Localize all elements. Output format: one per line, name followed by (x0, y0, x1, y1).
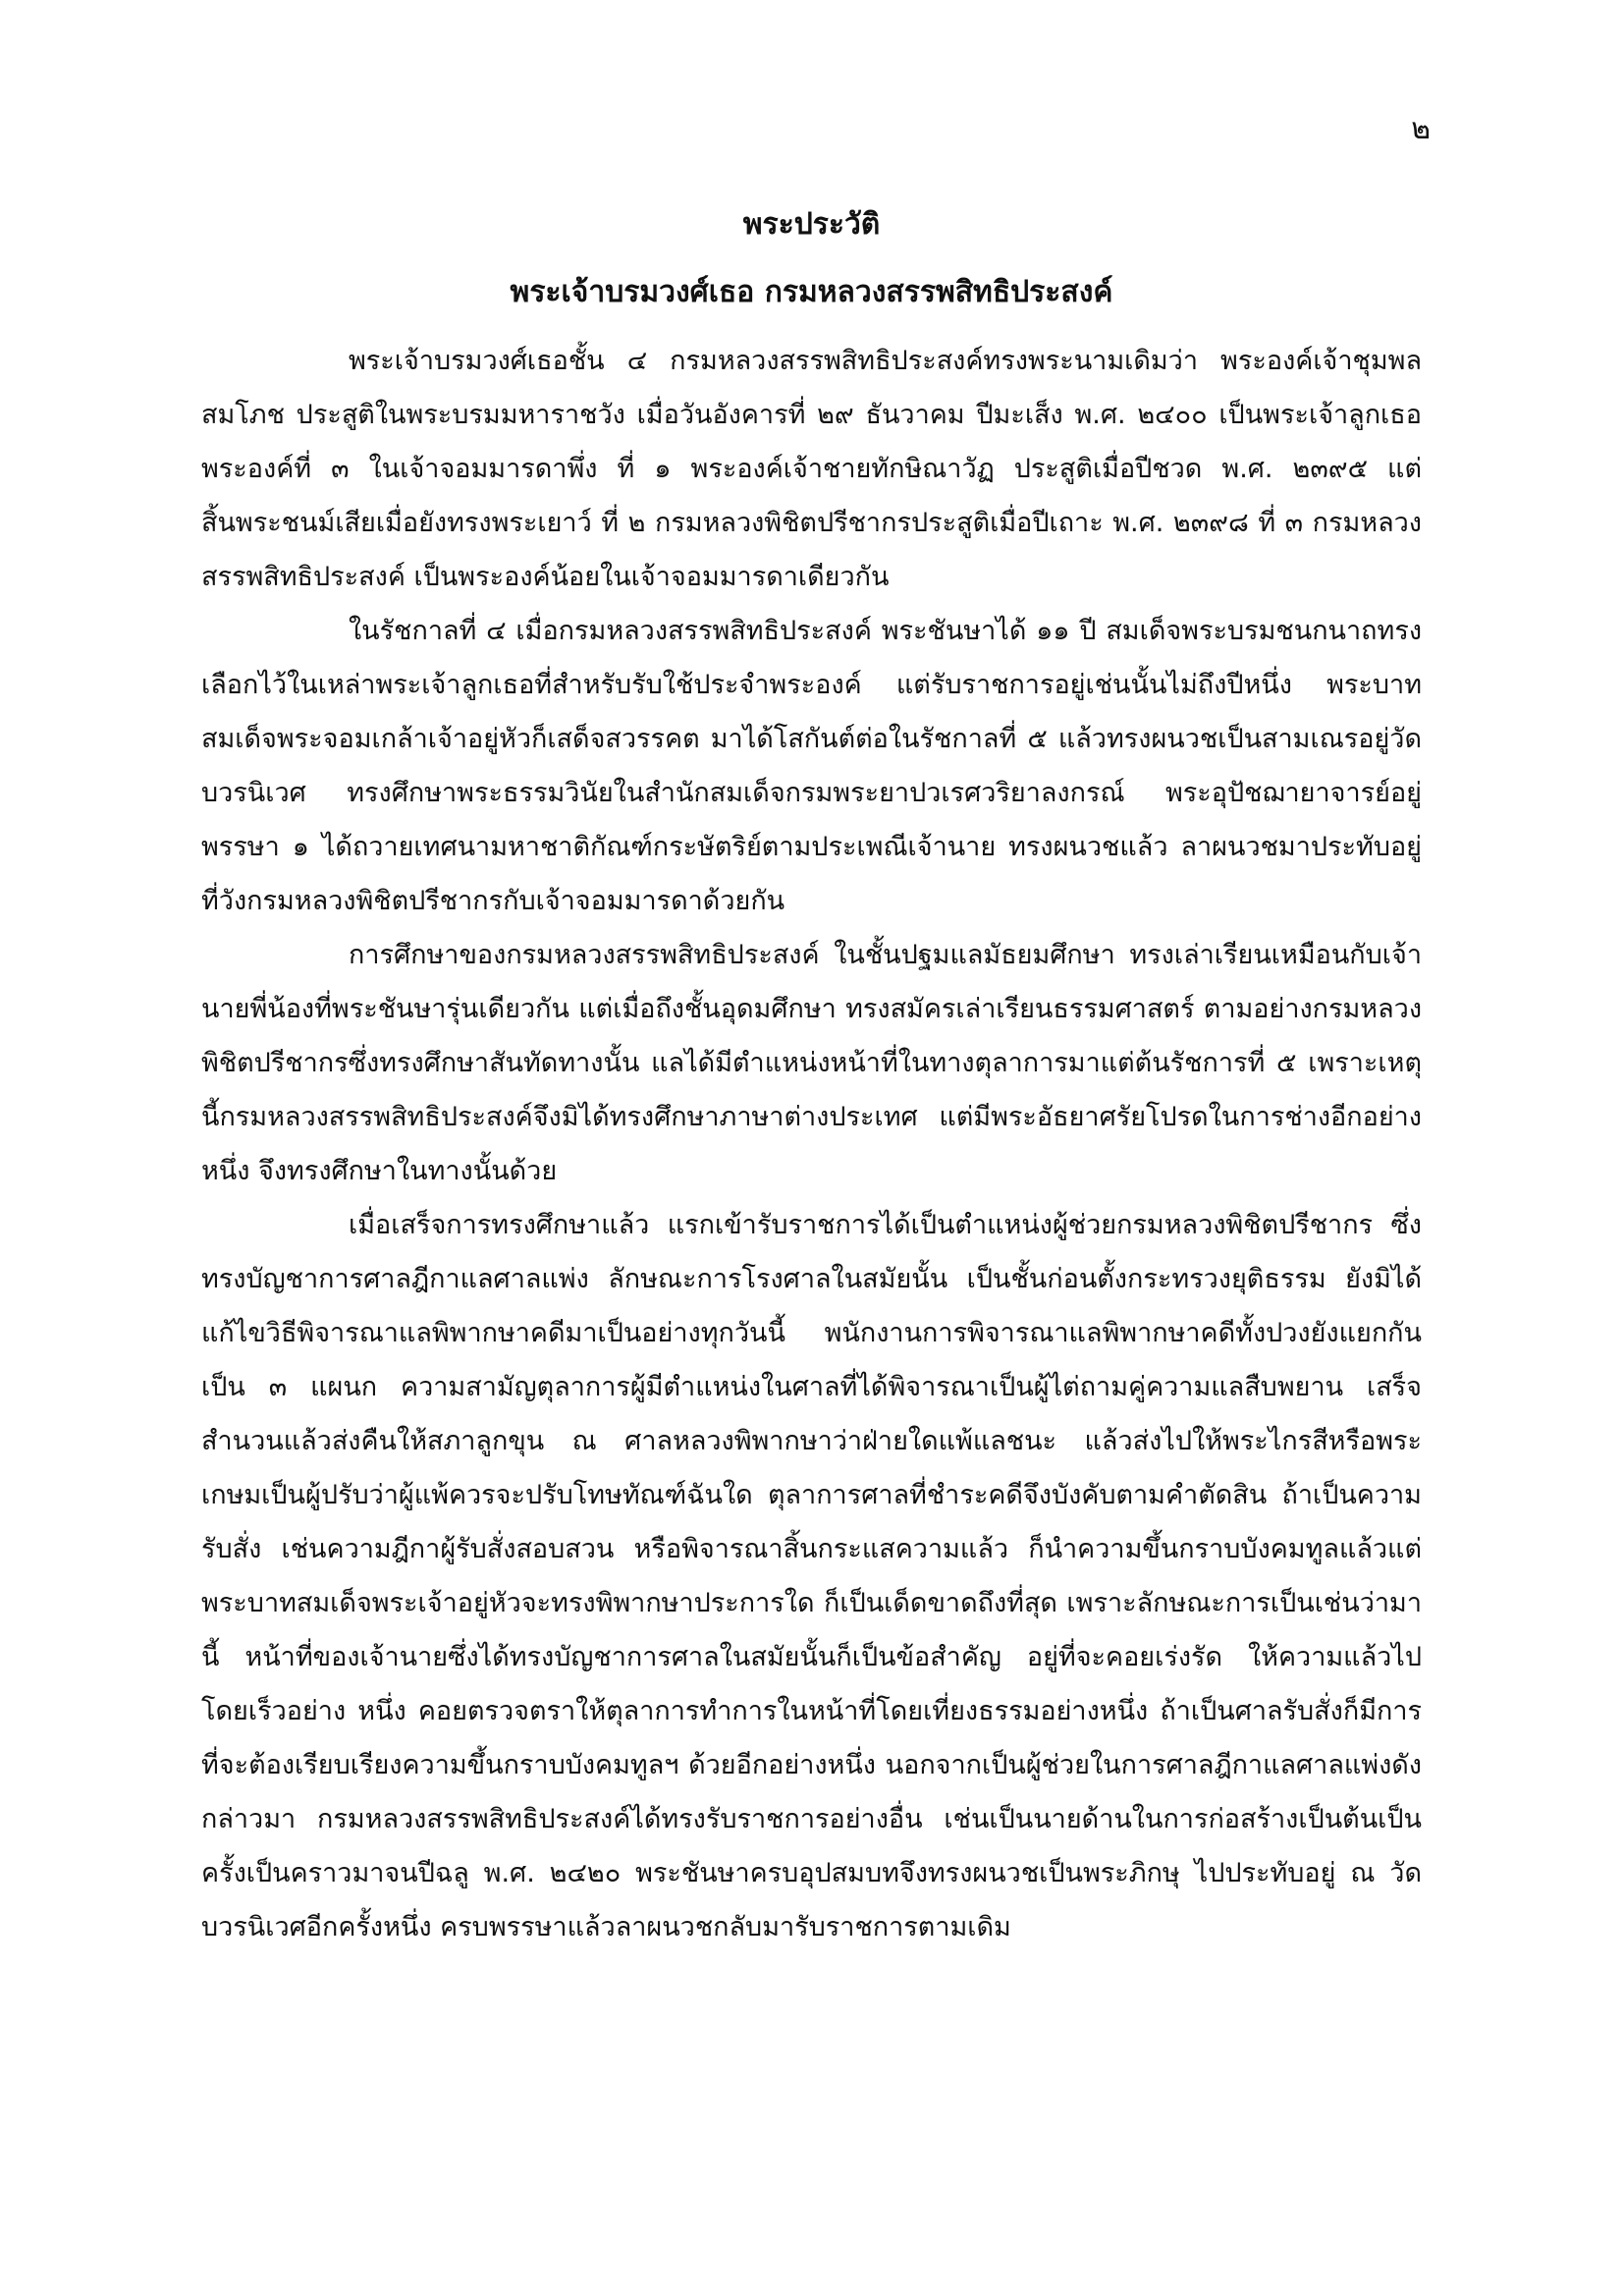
paragraph: เมื่อเสร็จการทรงศึกษาแล้ว แรกเข้ารับราชการได้เป็นตำแหน่งผู้ช่วยกรมหลวงพิชิตปรีชากร ซึ่งทรงบัญชาการศาลฎีกาแลศาลแพ่ง ลักษณะการโรงศาลในสมัยนั้น เป็นชั้นก่อนตั้งกระทรวงยุติธรรม ยังมิได้แก้ไขวิธีพิจารณาแลพิพากษาคดีมาเป็นอย่างทุกวันนี้ พนักงานการพิจารณาแลพิพากษาคดีทั้งปวงยังแยกกันเป็น ๓ แผนก ความสามัญตุลาการผู้มีตำแหน่งในศาลที่ได้พิจารณาเป็นผู้ไต่ถามคู่ความแลสืบพยาน เสร็จสำนวนแล้วส่งคืนให้สภาลูกขุน ณ ศาลหลวงพิพากษาว่าฝ่ายใดแพ้แลชนะ แล้วส่งไปให้พระไกรสีหรือพระเกษมเป็นผู้ปรับว่าผู้แพ้ควรจะปรับโทษทัณฑ์ฉันใด ตุลาการศาลที่ชำระคดีจึงบังคับตามคำตัดสิน ถ้าเป็นความรับสั่ง เช่นความฎีกาผู้รับสั่งสอบสวน หรือพิจารณาสิ้นกระแสความแล้ว ก็นำความขึ้นกราบบังคมทูลแล้วแต่ พระบาทสมเด็จพระเจ้าอยู่หัวจะทรงพิพากษาประการใด ก็เป็นเด็ดขาดถึงที่สุด เพราะลักษณะการเป็นเช่นว่ามานี้ หน้าที่ของเจ้านายซึ่งได้ทรงบัญชาการศาลในสมัยนั้นก็เป็นข้อสำคัญ อยู่ที่จะคอยเร่งรัด ให้ความแล้วไป โดยเร็วอย่าง หนึ่ง คอยตรวจตราให้ตุลาการทำการในหน้าที่โดยเที่ยงธรรมอย่างหนึ่ง ถ้าเป็นศาลรับสั่งก็มีการที่จะต้องเรียบเรียงความขึ้นกราบบังคมทูลฯ ด้วยอีกอย่างหนึ่ง นอกจากเป็นผู้ช่วยในการศาลฎีกาแลศาลแพ่งดังกล่าวมา กรมหลวงสรรพสิทธิประสงค์ได้ทรงรับราชการอย่างอื่น เช่นเป็นนายด้านในการก่อสร้างเป็นต้นเป็นครั้งเป็นคราวมาจนปีฉลู พ.ศ. ๒๔๒๐ พระชันษาครบอุปสมบทจึงทรงผนวชเป็นพระภิกษุ ไปประทับอยู่ ณ วัดบวรนิเวศอีกครั้งหนึ่ง ครบพรรษาแล้วลาผนวชกลับมารับราชการตามเดิม (201, 1210, 1422, 1942)
document-title: พระประวัติ (742, 207, 881, 242)
body-text (201, 334, 1422, 1954)
page-number: ๒ (1411, 112, 1431, 146)
paragraph: พระเจ้าบรมวงศ์เธอชั้น ๔ กรมหลวงสรรพสิทธิประสงค์ทรงพระนามเดิมว่า พระองค์เจ้าชุมพลสมโภช ประสูติในพระบรมมหาราชวัง เมื่อวันอังคารที่ ๒๙ ธันวาคม ปีมะเส็ง พ.ศ. ๒๔๐๐ เป็นพระเจ้าลูกเธอพระองค์ที่ ๓ ในเจ้าจอมมารดาพึ่ง ที่ ๑ พระองค์เจ้าชายทักษิณาวัฏ ประสูติเมื่อปีชวด พ.ศ. ๒๓๙๕ แต่สิ้นพระชนม์เสียเมื่อยังทรงพระเยาว์ ที่ ๒ กรมหลวงพิชิตปรีชากรประสูติเมื่อปีเถาะ พ.ศ. ๒๓๙๘ ที่ ๓ กรมหลวงสรรพสิทธิประสงค์ เป็นพระองค์น้อยในเจ้าจอมมารดาเดียวกัน (201, 346, 1422, 592)
paragraph: การศึกษาของกรมหลวงสรรพสิทธิประสงค์ ในชั้นปฐมแลมัธยมศึกษา ทรงเล่าเรียนเหมือนกับเจ้านายพี่น้องที่พระชันษารุ่นเดียวกัน แต่เมื่อถึงชั้นอุดมศึกษา ทรงสมัครเล่าเรียนธรรมศาสตร์ ตามอย่างกรมหลวงพิชิตปรีชากรซึ่งทรงศึกษาสันทัดทางนั้น แลได้มีตำแหน่งหน้าที่ในทางตุลาการมาแต่ต้นรัชการที่ ๕ เพราะเหตุนี้กรมหลวงสรรพสิทธิประสงค์จึงมิได้ทรงศึกษาภาษาต่างประเทศ แต่มีพระอัธยาศรัยโปรดในการช่างอีกอย่างหนึ่ง จึงทรงศึกษาในทางนั้นด้วย (201, 940, 1422, 1186)
document-subtitle: พระเจ้าบรมวงศ์เธอ กรมหลวงสรรพสิทธิประสงค์ (510, 275, 1113, 309)
paragraph: ในรัชกาลที่ ๔ เมื่อกรมหลวงสรรพสิทธิประสงค์ พระชันษาได้ ๑๑ ปี สมเด็จพระบรมชนกนาถทรงเลือกไว้ในเหล่าพระเจ้าลูกเธอที่สำหรับรับใช้ประจำพระองค์ แต่รับราชการอยู่เช่นนั้นไม่ถึงปีหนึ่ง พระบาทสมเด็จพระจอมเกล้าเจ้าอยู่หัวก็เสด็จสวรรคต มาได้โสกันต์ต่อในรัชกาลที่ ๕ แล้วทรงผนวชเป็นสามเณรอยู่วัดบวรนิเวศ ทรงศึกษาพระธรรมวินัยในสำนักสมเด็จกรมพระยาปวเรศวริยาลงกรณ์ พระอุปัชฌายาจารย์อยู่พรรษา ๑ ได้ถวายเทศนามหาชาติกัณฑ์กระษัตริย์ตามประเพณีเจ้านาย ทรงผนวชแล้ว ลาผนวชมาประทับอยู่ที่วังกรมหลวงพิชิตปรีชากรกับเจ้าจอมมารดาด้วยกัน (201, 616, 1422, 916)
